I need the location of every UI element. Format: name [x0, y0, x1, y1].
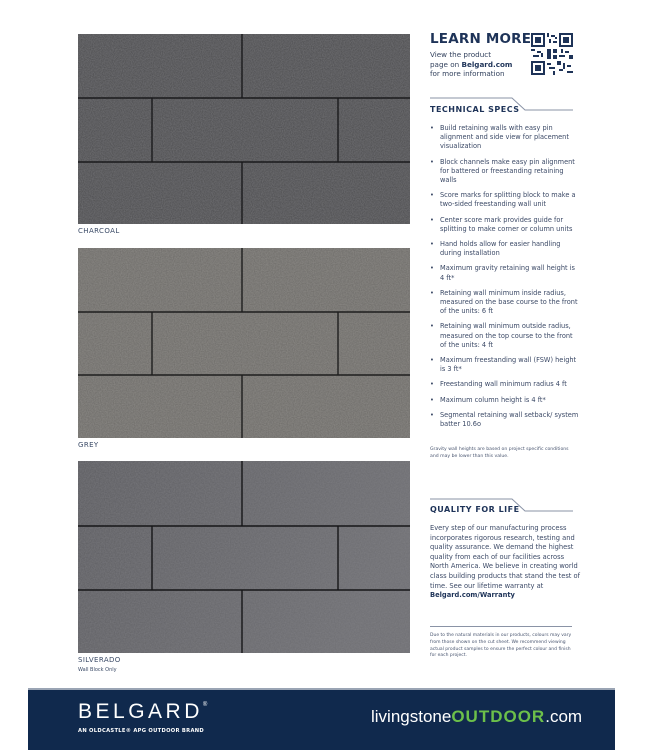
belgard-tagline: AN OLDCASTLE® APG OUTDOOR BRAND: [78, 728, 205, 734]
belgard-wordmark: BELGARD: [78, 700, 203, 723]
spec-item: • Build retaining walls with easy pin alignment and side view for placement visualization: [430, 124, 580, 152]
swatch-image-charcoal: [78, 34, 410, 224]
spec-item: • Maximum freestanding wall (FSW) height is 3 ft*: [430, 356, 580, 374]
quality-body: [430, 524, 580, 601]
disclaimer-divider: [430, 626, 572, 627]
wall-block-image: [78, 248, 410, 438]
spec-item: • Hand holds allow for easier handling during installation: [430, 240, 580, 258]
qr-code-icon[interactable]: [531, 33, 573, 75]
footer-banner: [28, 688, 615, 750]
learn-more-title: LEARN MORE: [430, 31, 532, 47]
spec-item: • Score marks for splitting block to make a two-sided freestanding wall unit: [430, 191, 580, 209]
swatch-image-silverado: [78, 461, 410, 653]
warranty-link[interactable]: Belgard.com/Warranty: [430, 591, 515, 600]
spec-item: • Retaining wall minimum outside radius, measured on the top course to the front of the units: 4 ft: [430, 322, 580, 350]
learn-more-line3: for more information: [430, 69, 505, 79]
learn-more-line1: View the product: [430, 50, 492, 59]
quality-heading: QUALITY FOR LIFE: [430, 505, 520, 514]
technical-specs-list: [430, 124, 580, 435]
specs-footnote: Gravity wall heights are based on project specific conditions and may be lower than this value.: [430, 447, 569, 459]
swatch-label-silverado: SILVERADO: [78, 656, 121, 664]
registered-mark: ®: [202, 702, 208, 708]
learn-more-text: [430, 50, 525, 79]
belgard-link[interactable]: Belgard.com: [461, 59, 513, 69]
spec-item: • Center score mark provides guide for splitting to make corner or column units: [430, 216, 580, 234]
wall-block-image: [78, 34, 410, 224]
spec-item: • Block channels make easy pin alignment for battered or freestanding retaining walls: [430, 158, 580, 186]
spec-item: • Freestanding wall minimum radius 4 ft: [430, 380, 580, 389]
swatch-label-grey: GREY: [78, 441, 99, 449]
learn-more-line2: [430, 60, 525, 70]
wall-block-image: [78, 461, 410, 653]
technical-specs-heading: TECHNICAL SPECS: [430, 105, 520, 114]
disclaimer-text: Due to the natural materials in our products, colours may vary from those shown on the cut sheet. We recommend viewing actual product samples to ensure the perfect colour and finish for each project.: [430, 633, 572, 659]
swatch-label-charcoal: CHARCOAL: [78, 227, 120, 235]
belgard-logo[interactable]: [78, 700, 207, 724]
site-suffix: .com: [545, 707, 583, 726]
learn-more-line2-prefix: page on: [430, 59, 462, 69]
swatch-image-grey: [78, 248, 410, 438]
swatch-note-silverado: Wall Block Only: [78, 667, 117, 673]
livingstone-site-link[interactable]: [371, 707, 582, 727]
spec-item: • Maximum gravity retaining wall height is 4 ft*: [430, 264, 580, 282]
spec-item: • Segmental retaining wall setback/ system batter 10.6o: [430, 411, 580, 429]
quality-body-text: Every step of our manufacturing process incorporates rigorous research, testing and quality assurance. We demand the highest quality from each of our facilities across North America. We believe in creating world class building products that stand the test of time. See our lifetime warranty at: [430, 524, 581, 590]
site-accent: OUTDOOR: [451, 707, 546, 726]
spec-item: • Maximum column height is 4 ft*: [430, 396, 580, 405]
site-prefix: livingstone: [371, 707, 452, 726]
spec-item: • Retaining wall minimum inside radius, measured on the base course to the front of the units: 6 ft: [430, 289, 580, 317]
